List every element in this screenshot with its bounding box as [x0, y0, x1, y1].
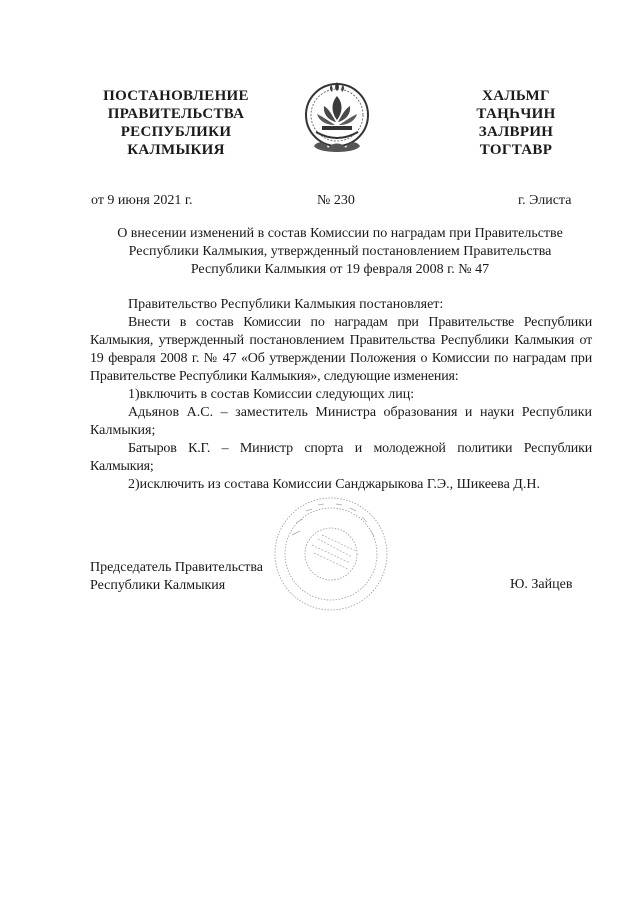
signatory-position [90, 559, 263, 595]
header-right-line: ТОГТАВР [479, 142, 553, 158]
header-left-line: РЕСПУБЛИКИ [120, 124, 232, 140]
signatory-position-line: Республики Калмыкия [90, 578, 226, 593]
header-right-line: ТАҢҺЧИН [476, 106, 556, 122]
document-number: № 230 [317, 193, 355, 208]
body-paragraph: Внести в состав Комиссии по наградам при Правительстве Республики Калмыкия, утвержденный постановлением Правительства Республики Калмыкия от 19 февраля 2008 г. № 47 «Об утверждении Положения о Комиссии по наградам при Правительстве Республики Калмыкия», следующие изменения: [90, 315, 592, 384]
signatory-name: Ю. Зайцев [510, 577, 573, 592]
title-line: Республики Калмыкия, утвержденный постановлением Правительства [128, 244, 552, 259]
official-stamp-icon [272, 495, 390, 613]
header-left-line: КАЛМЫКИЯ [127, 142, 225, 158]
signatory-position-line: Председатель Правительства [90, 560, 263, 575]
document-title [100, 225, 580, 279]
document-date: от 9 июня 2021 г. [91, 193, 193, 208]
body-paragraph: Правительство Республики Калмыкия постановляет: [128, 297, 444, 312]
document-city: г. Элиста [518, 193, 572, 208]
body-paragraph: 2)исключить из состава Комиссии Санджарыкова Г.Э., Шикеева Д.Н. [128, 477, 540, 492]
title-line: О внесении изменений в состав Комиссии по наградам при Правительстве [117, 226, 563, 241]
header-title-russian [96, 87, 256, 159]
body-paragraph: 1)включить в состав Комиссии следующих лиц: [128, 387, 415, 402]
header-right-line: ЗАЛВРИН [478, 124, 554, 140]
kalmykia-coat-of-arms-icon [302, 76, 372, 158]
header-right-line: ХАЛЬМГ [482, 88, 550, 104]
body-paragraph: Батыров К.Г. – Министр спорта и молодежной политики Республики Калмыкия; [90, 441, 592, 474]
header-title-kalmyk [456, 87, 576, 159]
title-line: Республики Калмыкия от 19 февраля 2008 г. № 47 [190, 262, 490, 277]
body-paragraph: Адьянов А.С. – заместитель Министра образования и науки Республики Калмыкия; [90, 405, 592, 438]
document-body [90, 296, 592, 494]
header-left-line: ПОСТАНОВЛЕНИЕ [103, 88, 249, 104]
header-left-line: ПРАВИТЕЛЬСТВА [107, 106, 245, 122]
